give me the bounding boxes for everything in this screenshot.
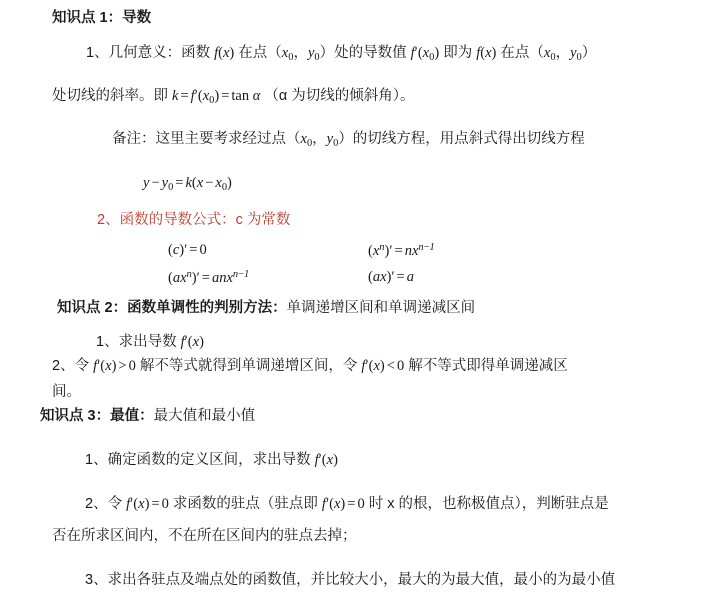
section-1-item-1-formula: $y - y_0 = k(x - x_0)$ — [143, 175, 232, 193]
section-3-item-1: 1、确定函数的定义区间，求出导数 f′(x) — [85, 452, 338, 468]
section-3-item-3 — [85, 572, 615, 589]
item-2-note-red: c 为常数 — [235, 212, 291, 228]
derivative-formula-3: $(ax^n)' = anx^{n-1}$ — [168, 269, 250, 286]
section-2-item-2-line-1: 2、令 f′(x) > 0 解不等式就得到单调递增区间，令 f′(x) < 0 解不等式即得单调递减区 — [52, 358, 568, 374]
derivative-formula-2: $(x^n)' = nx^{n-1}$ — [368, 242, 435, 259]
section-2-item-2-text-b: 间。 — [52, 384, 81, 400]
section-1-heading-label: 知识点 1： — [52, 10, 123, 26]
item-number: 1、几何意义：函数 — [86, 45, 215, 61]
section-3-heading-tail: 最大值和最小值 — [153, 408, 256, 424]
item-2-number-lead: 2、函数的导数公式： — [97, 212, 236, 228]
section-3-item-2-text-b: 否在所求区间内，不在所在区间内的驻点去掉； — [52, 528, 357, 544]
section-1-heading-title: 导数 — [122, 10, 152, 26]
section-3-item-2-line-2 — [52, 528, 357, 545]
section-1-item-1-line-2: 处切线的斜率。即 $k = f'(x_0) = \tan \alpha$ （α 为切线的倾斜角）。 — [52, 88, 415, 106]
derivative-formula-1: (c)′ = 0 — [168, 242, 207, 258]
section-2-heading-title: 函数单调性的判别方法： — [127, 300, 287, 316]
section-2-item-2-line-2 — [52, 384, 81, 401]
section-3-heading-title: 最值： — [110, 408, 154, 424]
section-3-heading — [40, 408, 255, 425]
section-1-item-2-heading — [97, 212, 290, 229]
section-3-item-3-text: 求出各驻点及端点处的函数值，并比较大小，最大的为最大值，最小的为最小值 — [107, 572, 616, 588]
section-2-heading-tail: 单调递增区间和单调递减区间 — [286, 300, 476, 316]
section-2-item-1: 1、求出导数 f′(x) — [96, 334, 204, 350]
section-2-heading — [57, 300, 475, 317]
section-1-item-1-line-1: 1、几何意义：函数 f(x) 在点（$x_0$，$y_0$）处的导数值 $f'(x_0)$ 即为 f(x) 在点（$x_0$，$y_0$） — [86, 45, 597, 63]
section-3-item-2-line-1: 2、令 f′(x) = 0 求函数的驻点（驻点即 f′(x) = 0 时 x 的根，也称极值点），判断驻点是 — [85, 496, 609, 512]
section-1-heading — [52, 10, 151, 27]
section-1-item-1-note: 备注：这里主要考求经过点（$x_0$，$y_0$）的切线方程，用点斜式得出切线方程 — [112, 131, 585, 149]
section-2-heading-label: 知识点 2： — [57, 300, 128, 316]
derivative-formula-4: (ax)′ = a — [368, 269, 414, 285]
section-3-item-3-number: 3、 — [85, 572, 108, 588]
section-3-heading-label: 知识点 3： — [40, 408, 111, 424]
